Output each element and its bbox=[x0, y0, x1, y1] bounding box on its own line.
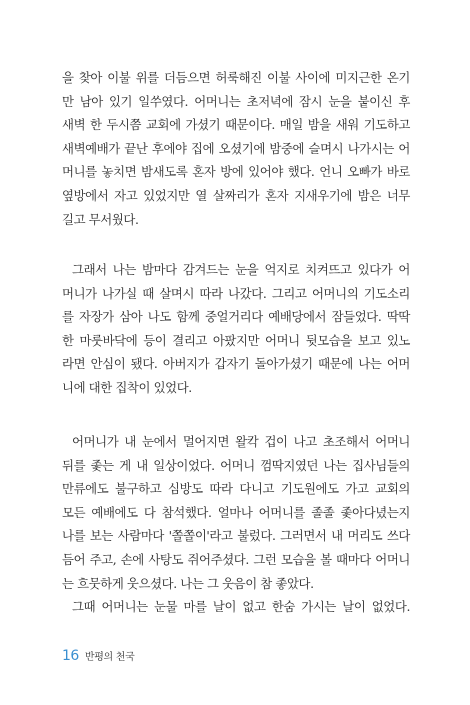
text-line: 를 자장가 삼아 나도 함께 중얼거리다 예배당에서 잠들었다. 딱딱 bbox=[62, 309, 410, 325]
text-line: 을 찾아 이불 위를 더듬으면 허룩해진 이불 사이에 미지근한 온기 bbox=[62, 70, 410, 85]
text-line: 나를 보는 사람마다 '쫄쫄이'라고 불렀다. 그러면서 내 머리도 쓰다 bbox=[62, 528, 410, 544]
text-line: 그때 어머니는 눈물 마를 날이 없고 한숨 가시는 날이 없었다. bbox=[72, 599, 410, 615]
text-line: 는 흐뭇하게 웃으셨다. 나는 그 웃음이 참 좋았다. bbox=[62, 575, 314, 591]
paragraph-2 bbox=[62, 258, 410, 400]
text-line: 어머니가 내 눈에서 멀어지면 왈칵 겁이 나고 초조해서 어머니 bbox=[72, 434, 410, 449]
text-line: 옆방에서 자고 있었지만 열 살짜리가 혼자 지새우기에 밤은 너무 bbox=[62, 187, 410, 203]
text-line: 새벽 한 두시쯤 교회에 가셨기 때문이다. 매일 밤을 새워 기도하고 bbox=[62, 117, 410, 133]
text-line: 니에 대한 집착이 있었다. bbox=[62, 379, 192, 395]
text-line: 뒤를 좇는 게 내 일상이었다. 어머니 껌딱지였던 나는 집사님들의 bbox=[62, 457, 410, 473]
text-line: 듬어 주고, 손에 사탕도 쥐어주셨다. 그런 모습을 볼 때마다 어머니 bbox=[62, 551, 410, 567]
text-line: 만류에도 불구하고 심방도 따라 다니고 기도원에도 가고 교회의 bbox=[62, 481, 410, 497]
text-line: 한 마룻바닥에 등이 결리고 아팠지만 어머니 뒷모습을 보고 있노 bbox=[62, 332, 410, 348]
text-line: 라면 안심이 됐다. 아버지가 갑자기 돌아가셨기 때문에 나는 어머 bbox=[62, 356, 410, 372]
text-line: 머니가 나가실 때 살며시 따라 나갔다. 그리고 어머니의 기도소리 bbox=[62, 285, 410, 301]
page-number: 16 bbox=[62, 648, 79, 664]
page-footer bbox=[62, 648, 135, 668]
text-line: 그래서 나는 밤마다 감겨드는 눈을 억지로 치켜뜨고 있다가 어 bbox=[72, 262, 410, 277]
text-line: 새벽예배가 끝난 후에야 집에 오셨기에 밤중에 슬며시 나가시는 어 bbox=[62, 140, 410, 156]
running-title: 반평의 천국 bbox=[84, 652, 135, 663]
paragraph-3 bbox=[62, 430, 410, 619]
text-line: 만 남아 있기 일쑤였다. 어머니는 초저녁에 잠시 눈을 붙이신 후 bbox=[62, 93, 410, 109]
text-line: 머니를 놓치면 밤새도록 혼자 방에 있어야 했다. 언니 오빠가 바로 bbox=[62, 164, 410, 180]
paragraph-1 bbox=[62, 66, 410, 231]
text-line: 길고 무서웠다. bbox=[62, 211, 139, 227]
text-line: 모든 예배에도 다 참석했다. 얼마나 어머니를 졸졸 좇아다녔는지 bbox=[62, 504, 410, 520]
